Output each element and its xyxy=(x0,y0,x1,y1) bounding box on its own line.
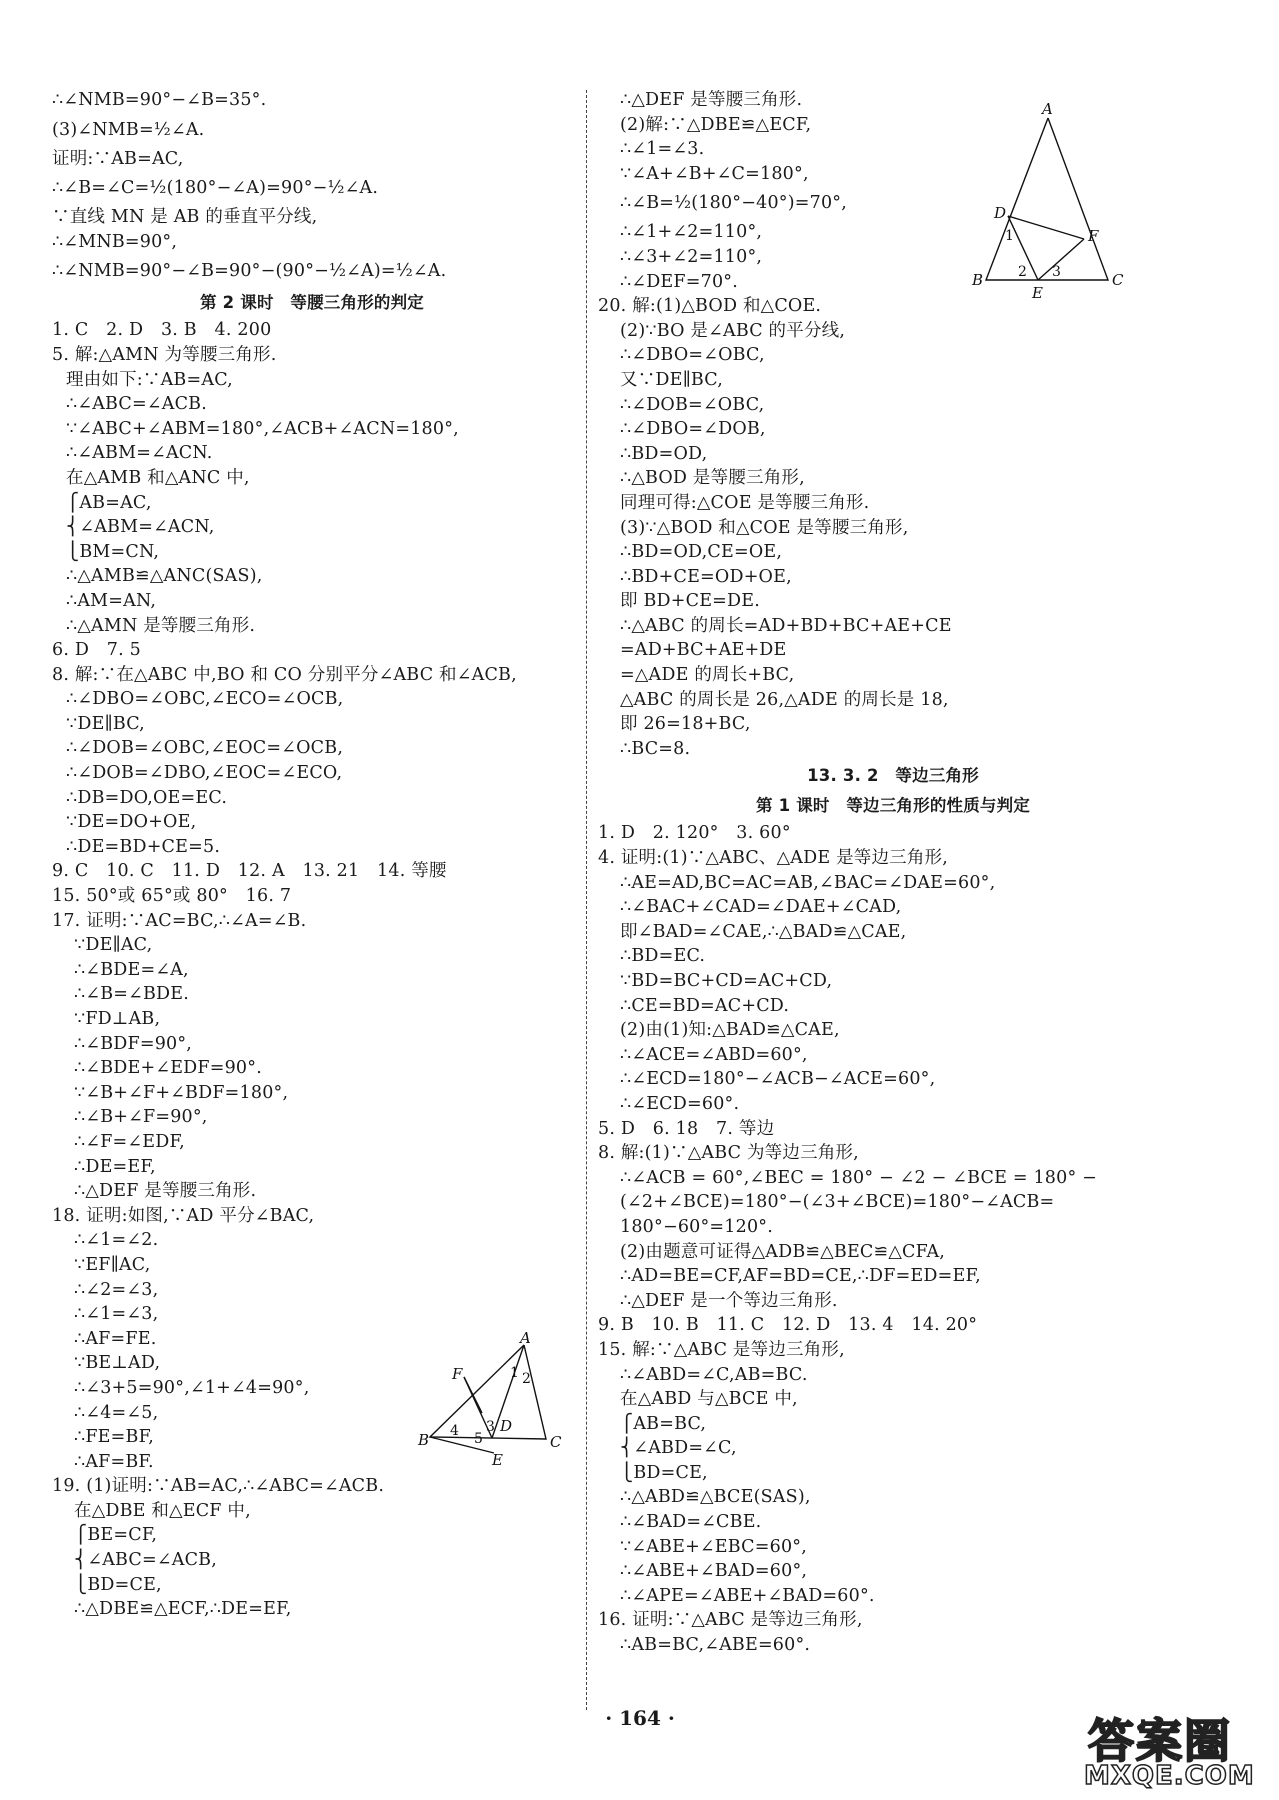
answer-line: 5. D 6. 18 7. 等边 xyxy=(598,1118,775,1139)
answer-line: ∴△AMN 是等腰三角形. xyxy=(66,615,256,636)
answer-line: 4. 证明:(1)∵△ABC、△ADE 是等边三角形, xyxy=(598,848,949,869)
answer-line: ⎨∠ABM=∠ACN, xyxy=(66,517,215,538)
answer-line: ∴∠DEF=70°. xyxy=(620,271,738,292)
fig18-label-b: B xyxy=(418,1431,430,1449)
answer-line: ∴∠NMB=90°−∠B=90°−(90°−½∠A)=½∠A. xyxy=(52,261,447,282)
answer-line: (2)由题意可证得△ADB≌△BEC≌△CFA, xyxy=(620,1241,946,1262)
answer-line: 即 BD+CE=DE. xyxy=(620,591,761,612)
answer-line: 在△ABD 与△BCE 中, xyxy=(620,1389,798,1410)
answer-line: ∴△BOD 是等腰三角形, xyxy=(620,468,805,489)
answer-line: =△ADE 的周长+BC, xyxy=(620,665,795,686)
answer-line: ∴∠BAC+∠CAD=∠DAE+∠CAD, xyxy=(620,897,902,918)
answer-line: ∴∠ABD=∠C,AB=BC. xyxy=(620,1364,808,1385)
answer-line: ∴∠BAD=∠CBE. xyxy=(620,1512,762,1533)
answer-line: ∴∠ECD=180°−∠ACB−∠ACE=60°, xyxy=(620,1069,936,1090)
answer-line: ∴△DEF 是等腰三角形. xyxy=(74,1181,257,1202)
page-number: · 164 · xyxy=(605,1706,675,1730)
answer-line: (2)∵BO 是∠ABC 的平分线, xyxy=(620,320,846,341)
fig18-label-a: A xyxy=(520,1329,531,1347)
answer-line: ∴∠B=∠BDE. xyxy=(74,984,190,1005)
answer-line: ∵EF∥AC, xyxy=(74,1254,151,1275)
fig18-label-1: 1 xyxy=(510,1365,519,1381)
answer-line: ∴FE=BF, xyxy=(74,1427,154,1448)
answer-line: ∵BE⊥AD, xyxy=(74,1353,161,1374)
fig18-label-5: 5 xyxy=(474,1431,483,1447)
answer-line: ∴∠B+∠F=90°, xyxy=(74,1107,208,1128)
answer-line: ∴∠ABE+∠BAD=60°, xyxy=(620,1561,808,1582)
answer-line: ⎩BD=CE, xyxy=(620,1462,708,1483)
answer-line: ⎨∠ABD=∠C, xyxy=(620,1438,737,1459)
answer-line: ∴∠BDE+∠EDF=90°. xyxy=(74,1058,262,1079)
answer-line: ∴∠ECD=60°. xyxy=(620,1093,740,1114)
answer-line: (2)解:∵△DBE≌△ECF, xyxy=(620,114,812,135)
watermark-text-main: 答案圈 xyxy=(1088,1714,1232,1768)
fig18-label-f: F xyxy=(452,1365,463,1383)
answer-line: ∵DE=DO+OE, xyxy=(66,812,197,833)
answer-line: ∵DE∥AC, xyxy=(74,935,153,956)
answer-line: ∴AF=FE. xyxy=(74,1328,157,1349)
answer-line: 在△DBE 和△ECF 中, xyxy=(74,1500,251,1521)
answer-line: ∴AM=AN, xyxy=(66,590,157,611)
answer-line: ∴BD=EC. xyxy=(620,946,706,967)
triangle-diagram-19 xyxy=(972,100,1124,304)
section-heading: 第 1 课时 等边三角形的性质与判定 xyxy=(755,796,1031,816)
answer-line: 8. 解:∵在△ABC 中,BO 和 CO 分别平分∠ABC 和∠ACB, xyxy=(52,664,517,685)
answer-line: ∴∠NMB=90°−∠B=35°. xyxy=(52,90,267,110)
answer-line: ∴△DBE≌△ECF,∴DE=EF, xyxy=(74,1599,292,1620)
answer-line: ∴∠3+∠2=110°, xyxy=(620,246,763,267)
answer-line: 17. 证明:∵AC=BC,∴∠A=∠B. xyxy=(52,910,307,931)
answer-line: △ABC 的周长是 26,△ADE 的周长是 18, xyxy=(620,689,949,710)
answer-line: ∴∠DOB=∠DBO,∠EOC=∠ECO, xyxy=(66,763,343,784)
answer-line: ∴BD+CE=OD+OE, xyxy=(620,566,792,587)
answer-line: 15. 50°或 65°或 80° 16. 7 xyxy=(52,886,292,907)
answer-line: ∴∠ACB = 60°,∠BEC = 180° − ∠2 − ∠BCE = 180° − xyxy=(620,1167,1098,1188)
answer-line: ∴∠3+5=90°,∠1+∠4=90°, xyxy=(74,1377,310,1398)
answer-line: ∴△AMB≌△ANC(SAS), xyxy=(66,566,263,587)
answer-line: ⎧AB=AC, xyxy=(66,492,152,513)
answer-line: 19. (1)证明:∵AB=AC,∴∠ABC=∠ACB. xyxy=(52,1476,385,1497)
fig19-label-c: C xyxy=(1112,271,1124,289)
answer-line: ∴BD=OD,CE=OE, xyxy=(620,542,783,563)
answer-line: ⎨∠ABC=∠ACB, xyxy=(74,1550,217,1571)
answer-line: 在△AMB 和△ANC 中, xyxy=(66,467,250,488)
answer-line: (2)由(1)知:△BAD≌△CAE, xyxy=(620,1020,840,1041)
section-heading: 13. 3. 2 等边三角形 xyxy=(807,766,979,786)
answer-line: 1. D 2. 120° 3. 60° xyxy=(598,823,791,844)
answer-line: ∴DE=EF, xyxy=(74,1156,156,1177)
answer-line: ∵BD=BC+CD=AC+CD, xyxy=(620,971,833,991)
fig19-label-f: F xyxy=(1088,227,1099,245)
fig18-label-c: C xyxy=(550,1433,562,1451)
answer-line: 18. 证明:如图,∵AD 平分∠BAC, xyxy=(52,1205,315,1226)
answer-line: ∴∠ABM=∠ACN. xyxy=(66,443,213,464)
fig18-label-e: E xyxy=(492,1451,503,1469)
column-divider xyxy=(586,90,587,1710)
answer-line: ∴∠BDE=∠A, xyxy=(74,959,189,980)
answer-line: 理由如下:∵AB=AC, xyxy=(66,369,233,390)
answer-line: (∠2+∠BCE)=180°−(∠3+∠BCE)=180°−∠ACB= xyxy=(620,1192,1055,1213)
watermark-logo xyxy=(1080,1705,1270,1795)
answer-line: ∴∠4=∠5, xyxy=(74,1402,159,1423)
section-heading: 第 2 课时 等腰三角形的判定 xyxy=(200,293,424,313)
fig19-label-e: E xyxy=(1032,284,1043,302)
fig18-label-4: 4 xyxy=(450,1423,459,1439)
answer-line: ∴DB=DO,OE=EC. xyxy=(66,787,228,808)
answer-line: ∴∠B=½(180°−40°)=70°, xyxy=(620,193,848,214)
fig19-label-d: D xyxy=(994,204,1007,222)
answer-line: 6. D 7. 5 xyxy=(52,640,141,661)
answer-line: (3)∠NMB=½∠A. xyxy=(52,119,205,140)
fig18-label-3: 3 xyxy=(486,1419,495,1435)
answer-line: ∵DE∥BC, xyxy=(66,713,145,734)
answer-line: ⎩BM=CN, xyxy=(66,541,160,562)
answer-line: 16. 证明:∵△ABC 是等边三角形, xyxy=(598,1610,863,1631)
answer-line: 5. 解:△AMN 为等腰三角形. xyxy=(52,344,277,365)
fig19-label-3: 3 xyxy=(1052,264,1061,280)
answer-line: ∵∠ABE+∠EBC=60°, xyxy=(620,1536,807,1557)
answer-line: ∴DE=BD+CE=5. xyxy=(66,836,221,857)
answer-line: ∴BD=OD, xyxy=(620,443,708,464)
answer-line: ∴∠ACE=∠ABD=60°, xyxy=(620,1044,808,1065)
fig18-label-2: 2 xyxy=(522,1371,531,1387)
fig19-label-2: 2 xyxy=(1018,264,1027,280)
answer-line: ∴AB=BC,∠ABE=60°. xyxy=(620,1635,811,1656)
answer-line: ∴∠1=∠2. xyxy=(74,1230,159,1251)
answer-line: ∴∠DBO=∠DOB, xyxy=(620,419,766,440)
answer-line: 9. B 10. B 11. C 12. D 13. 4 14. 20° xyxy=(598,1315,978,1336)
answer-line: 1. C 2. D 3. B 4. 200 xyxy=(52,320,272,341)
fig19-label-b: B xyxy=(972,271,984,289)
answer-line: ∴△ABD≌△BCE(SAS), xyxy=(620,1487,811,1508)
fig19-label-a: A xyxy=(1042,100,1053,118)
answer-line: 即 26=18+BC, xyxy=(620,714,751,735)
answer-line: 180°−60°=120°. xyxy=(620,1216,774,1237)
answer-line: ⎧AB=BC, xyxy=(620,1413,707,1434)
answer-line: 证明:∵AB=AC, xyxy=(52,148,184,169)
triangle-diagram-18 xyxy=(412,1329,572,1469)
right-column xyxy=(598,88,1188,1658)
answer-line: ∴△DEF 是等腰三角形. xyxy=(620,90,803,110)
answer-line: ∴CE=BD=AC+CD. xyxy=(620,995,790,1016)
answer-line: ∴∠2=∠3, xyxy=(74,1279,159,1300)
answer-line: ∴∠1+∠2=110°, xyxy=(620,222,763,243)
answer-line: ∴AE=AD,BC=AC=AB,∠BAC=∠DAE=60°, xyxy=(620,872,996,893)
answer-line: ∴∠F=∠EDF, xyxy=(74,1131,185,1152)
answer-line: ∴∠1=∠3, xyxy=(74,1304,159,1325)
answer-line: ⎩BD=CE, xyxy=(74,1574,162,1595)
answer-line: ∴∠APE=∠ABE+∠BAD=60°. xyxy=(620,1585,875,1606)
figure-problem-18 xyxy=(412,1329,572,1469)
answer-line: ∵FD⊥AB, xyxy=(74,1009,161,1029)
answer-line: 又∵DE∥BC, xyxy=(620,369,724,390)
answer-line: ∴∠DOB=∠OBC, xyxy=(620,394,765,415)
answer-line: 即∠BAD=∠CAE,∴△BAD≌△CAE, xyxy=(620,921,907,942)
answer-line: ⎧BE=CF, xyxy=(74,1525,158,1546)
answer-line: 8. 解:(1)∵△ABC 为等边三角形, xyxy=(598,1143,859,1164)
figure-problem-19 xyxy=(972,100,1124,304)
answer-line: 20. 解:(1)△BOD 和△COE. xyxy=(598,296,822,317)
answer-line: ∴∠B=∠C=½(180°−∠A)=90°−½∠A. xyxy=(52,178,379,199)
answer-line: =AD+BC+AE+DE xyxy=(620,640,787,661)
answer-line: ∴∠DBO=∠OBC, xyxy=(620,345,765,366)
answer-line: ∴∠BDF=90°, xyxy=(74,1033,193,1054)
answer-line: ∴△DEF 是一个等边三角形. xyxy=(620,1290,838,1311)
answer-line: ∴∠1=∠3. xyxy=(620,139,705,160)
answer-line: ∴△ABC 的周长=AD+BD+BC+AE+CE xyxy=(620,615,952,636)
answer-line: 9. C 10. C 11. D 12. A 13. 21 14. 等腰 xyxy=(52,861,447,882)
answer-line: ∴BC=8. xyxy=(620,738,691,759)
answer-line: ∴∠DOB=∠OBC,∠EOC=∠OCB, xyxy=(66,738,344,759)
fig18-label-d: D xyxy=(500,1417,513,1435)
answer-line: (3)∵△BOD 和△COE 是等腰三角形, xyxy=(620,517,909,538)
watermark-text-url: MXQE.COM xyxy=(1084,1761,1255,1791)
answer-line: ∴∠DBO=∠OBC,∠ECO=∠OCB, xyxy=(66,689,344,710)
answer-line: 同理可得:△COE 是等腰三角形. xyxy=(620,492,870,513)
fig19-label-1: 1 xyxy=(1005,228,1014,244)
answer-line: 15. 解:∵△ABC 是等边三角形, xyxy=(598,1339,845,1360)
answer-line: ∵∠A+∠B+∠C=180°, xyxy=(620,163,809,184)
answer-line: ∴∠ABC=∠ACB. xyxy=(66,394,207,415)
answer-line: ∴∠MNB=90°, xyxy=(52,231,178,252)
answer-line: ∴AD=BE=CF,AF=BD=CE,∴DF=ED=EF, xyxy=(620,1266,981,1287)
answer-line: ∵直线 MN 是 AB 的垂直平分线, xyxy=(52,207,318,228)
answer-line: ∴AF=BF. xyxy=(74,1451,154,1472)
answer-line: ∵∠ABC+∠ABM=180°,∠ACB+∠ACN=180°, xyxy=(66,418,459,439)
answer-line: ∵∠B+∠F+∠BDF=180°, xyxy=(74,1082,289,1103)
